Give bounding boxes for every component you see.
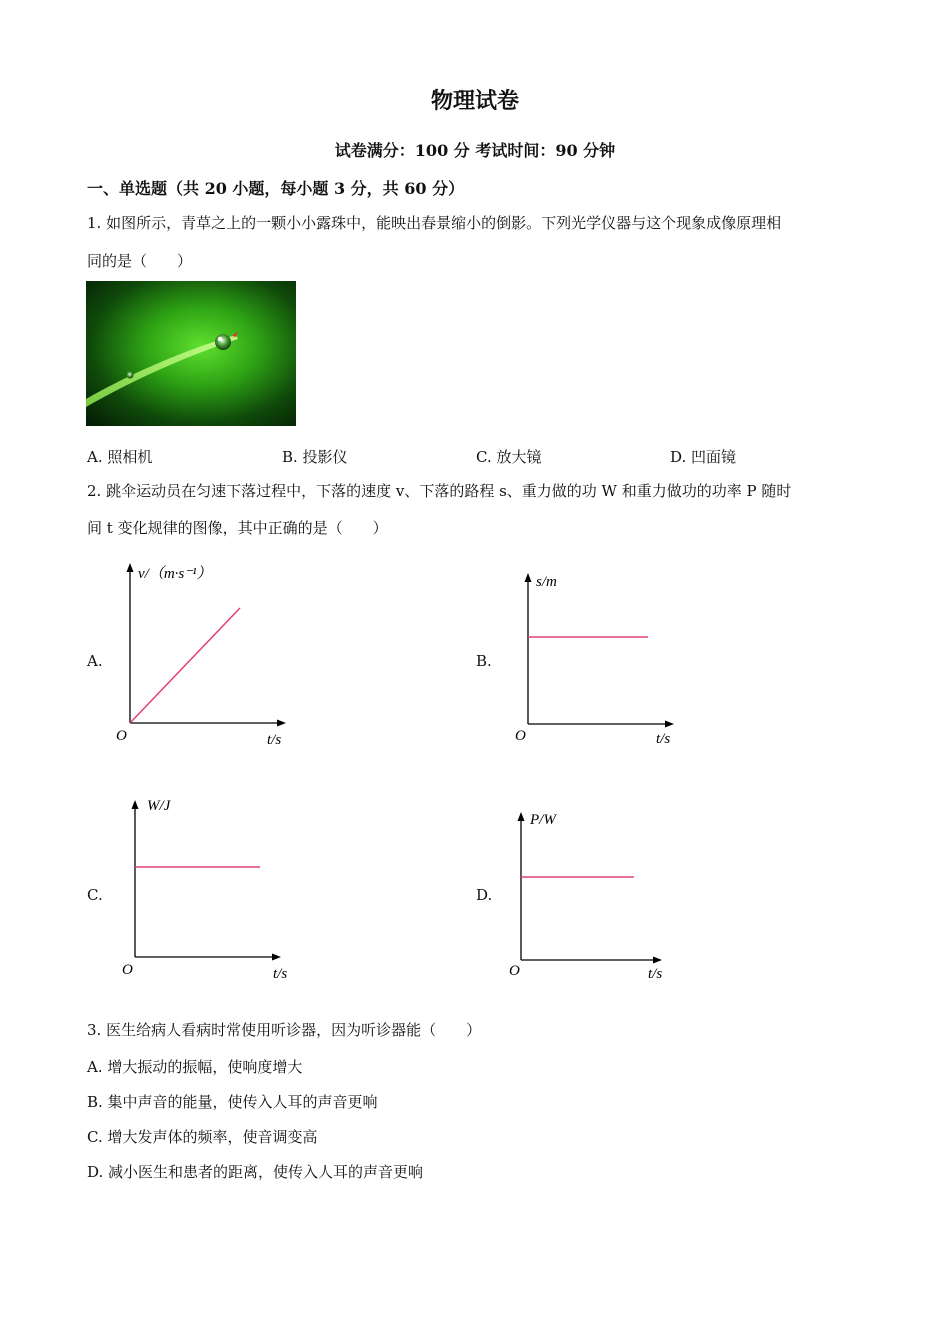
q1-option-b: B. 投影仪 bbox=[282, 448, 348, 466]
graph-d-ylabel: P/W bbox=[530, 812, 556, 828]
graph-c bbox=[115, 792, 315, 987]
q3-option-b: B. 集中声音的能量，使传入人耳的声音更响 bbox=[87, 1093, 378, 1111]
graph-b-label: B. bbox=[476, 652, 492, 670]
graph-a-xlabel: t/s bbox=[267, 732, 282, 748]
exam-title: 物理试卷 bbox=[430, 88, 519, 114]
section-heading: 一、单选题（共 20 小题，每小题 3 分，共 60 分） bbox=[87, 179, 465, 198]
graph-d bbox=[501, 805, 701, 990]
graph-b-xlabel: t/s bbox=[656, 731, 671, 747]
q1-option-c: C. 放大镜 bbox=[476, 448, 542, 466]
graph-a-label: A. bbox=[87, 652, 103, 670]
q1-option-a: A. 照相机 bbox=[87, 448, 153, 466]
graph-a-ylabel: v/（m·s⁻¹） bbox=[138, 566, 212, 582]
dewdrop-photo bbox=[86, 281, 296, 426]
q3-option-c: C. 增大发声体的频率，使音调变高 bbox=[87, 1128, 318, 1146]
graph-c-xlabel: t/s bbox=[273, 966, 288, 982]
graph-b-origin: O bbox=[515, 728, 526, 744]
graph-c-origin: O bbox=[122, 962, 133, 978]
graph-d-xlabel: t/s bbox=[648, 966, 663, 982]
graph-b bbox=[508, 565, 708, 760]
graph-b-ylabel: s/m bbox=[536, 574, 557, 590]
q3-stem: 3. 医生给病人看病时常使用听诊器，因为听诊器能（ ） bbox=[87, 1021, 482, 1039]
q2-stem-line1: 2. 跳伞运动员在匀速下落过程中，下落的速度 v、下落的路程 s、重力做的功 W 和重力做功的功率 P 随时 bbox=[87, 482, 792, 500]
q3-option-a: A. 增大振动的振幅，使响度增大 bbox=[87, 1058, 303, 1076]
q1-stem-line2: 同的是（ ） bbox=[87, 252, 193, 270]
graph-c-ylabel: W/J bbox=[147, 798, 171, 814]
graph-a-data-line bbox=[130, 608, 240, 723]
graph-a-origin: O bbox=[116, 728, 127, 744]
graph-a bbox=[110, 558, 310, 758]
exam-subtitle: 试卷满分：100 分 考试时间：90 分钟 bbox=[334, 141, 616, 160]
graph-d-origin: O bbox=[509, 963, 520, 979]
q3-option-d: D. 减小医生和患者的距离，使传入人耳的声音更响 bbox=[87, 1163, 424, 1181]
q1-stem-line1: 1. 如图所示，青草之上的一颗小小露珠中，能映出春景缩小的倒影。下列光学仪器与这个现象成像原理相 bbox=[87, 214, 782, 232]
q2-stem-line2: 间 t 变化规律的图像，其中正确的是（ ） bbox=[87, 519, 388, 537]
q1-option-d: D. 凹面镜 bbox=[670, 448, 737, 466]
graph-c-label: C. bbox=[87, 886, 103, 904]
graph-d-label: D. bbox=[476, 886, 493, 904]
